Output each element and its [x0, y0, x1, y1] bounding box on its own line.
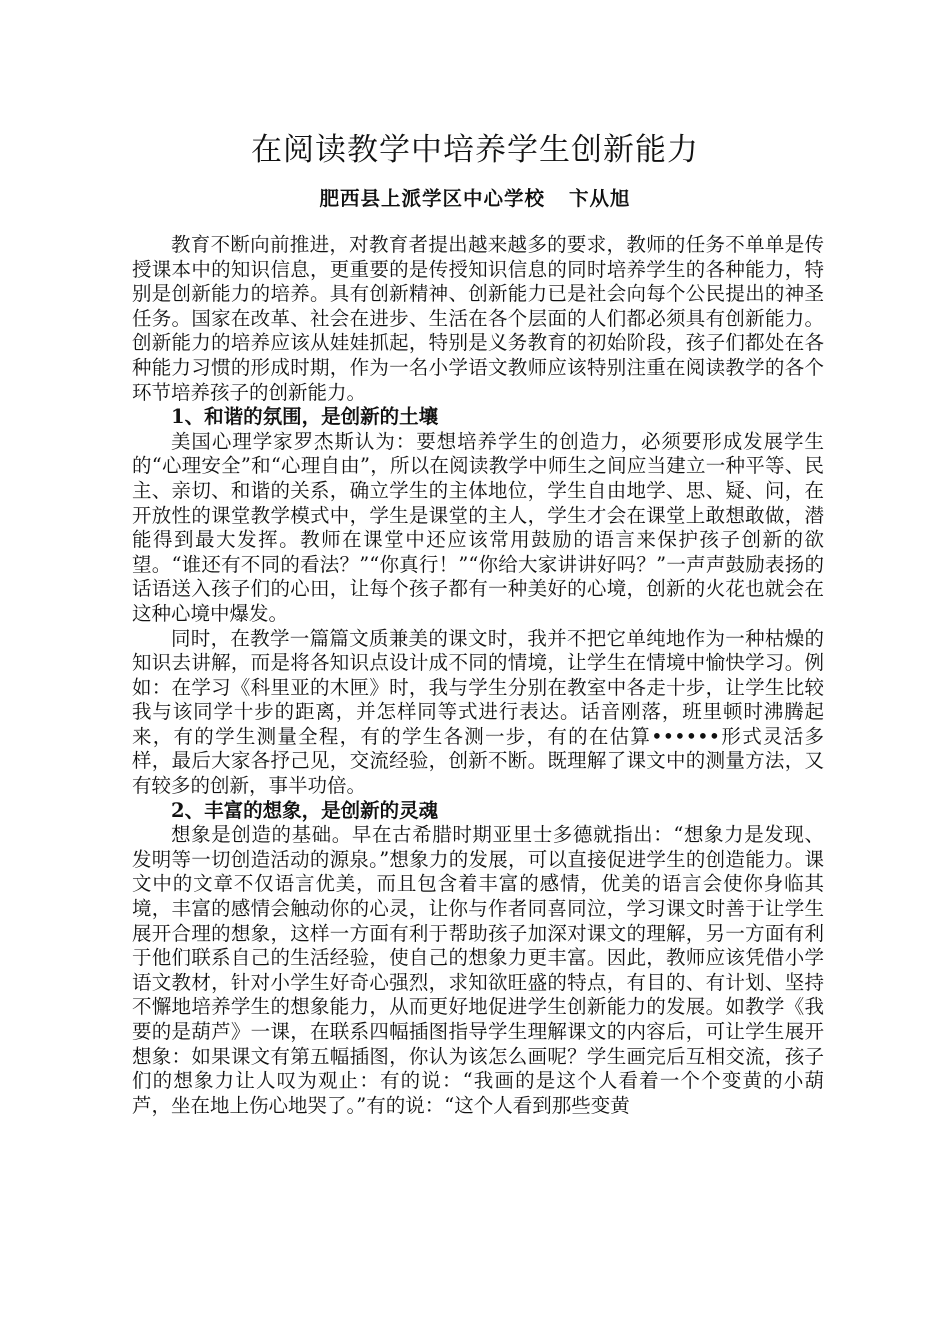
- body-paragraph: 同时，在教学一篇篇文质兼美的课文时，我并不把它单纯地作为一种枯燥的知识去讲解，而是将各知识点设计成不同的情境，让学生在情境中愉快学习。例如：在学习《科里亚的木匣》时，我与学生分别在教室中各走十步，让学生比较我与该同学十步的距离，并怎样同等式进行表达。话音刚落，班里顿时沸腾起来，有的学生测量全程，有的学生各测一步，有的在估算••••••形式灵活多样，最后大家各抒己见，交流经验，创新不断。既理解了课文中的测量方法，又有较多的创新，事半功倍。: [132, 626, 824, 798]
- school-name: 肥西县上派学区中心学校: [319, 187, 545, 210]
- section-heading: 2、丰富的想象，是创新的灵魂: [171, 798, 439, 822]
- document-title: 在阅读教学中培养学生创新能力: [251, 132, 699, 168]
- article-body: [132, 233, 824, 1118]
- author-name: 卞从旭: [569, 187, 631, 210]
- body-paragraph: 教育不断向前推进，对教育者提出越来越多的要求，教师的任务不单单是传授课本中的知识信息，更重要的是传授知识信息的同时培养学生的各种能力，特别是创新能力的培养。具有创新精神、创新能力已是社会向每个公民提出的神圣任务。国家在改革、社会在进步、生活在各个层面的人们都必须具有创新能力。创新能力的培养应该从娃娃抓起，特别是义务教育的初始阶段，孩子们都处在各种能力习惯的形成时期，作为一名小学语文教师应该特别注重在阅读教学的各个环节培养孩子的创新能力。: [132, 233, 824, 404]
- body-paragraph: 美国心理学家罗杰斯认为：要想培养学生的创造力，必须要形成发展学生的“心理安全”和“心理自由”，所以在阅读教学中师生之间应当建立一种平等、民主、亲切、和谐的关系，确立学生的主体地位，学生自由地学、思、疑、问，在开放性的课堂教学模式中，学生是课堂的主人，学生才会在课堂上敢想敢做，潜能得到最大发挥。教师在课堂中还应该常用鼓励的语言来保护孩子创新的欲望。“谁还有不同的看法？”“你真行！”“你给大家讲讲好吗？”一声声鼓励表扬的话语送入孩子们的心田，让每个孩子都有一种美好的心境，创新的火花也就会在这种心境中爆发。: [132, 429, 824, 625]
- section-heading: 1、和谐的氛围，是创新的土壤: [171, 405, 439, 429]
- author-byline: [0, 184, 950, 214]
- body-paragraph: 想象是创造的基础。早在古希腊时期亚里士多德就指出：“想象力是发现、发明等一切创造活动的源泉。”想象力的发展，可以直接促进学生的创造能力。课文中的文章不仅语言优美，而且包含着丰富的感情，优美的语言会使你身临其境，丰富的感情会触动你的心灵，让你与作者同喜同泣，学习课文时善于让学生展开合理的想象，这样一方面有利于帮助孩子加深对课文的理解，另一方面有利于他们联系自己的生活经验，使自己的想象力更丰富。因此，教师应该凭借小学语文教材，针对小学生好奇心强烈，求知欲旺盛的特点，有目的、有计划、坚持不懈地培养学生的想象能力，从而更好地促进学生创新能力的发展。如教学《我要的是葫芦》一课，在联系四幅插图指导学生理解课文的内容后，可让学生展开想象：如果课文有第五幅插图，你认为该怎么画呢？学生画完后互相交流，孩子们的想象力让人叹为观止：有的说：“我画的是这个人看着一个个变黄的小葫芦，坐在地上伤心地哭了。”有的说：“这个人看到那些变黄: [132, 823, 824, 1117]
